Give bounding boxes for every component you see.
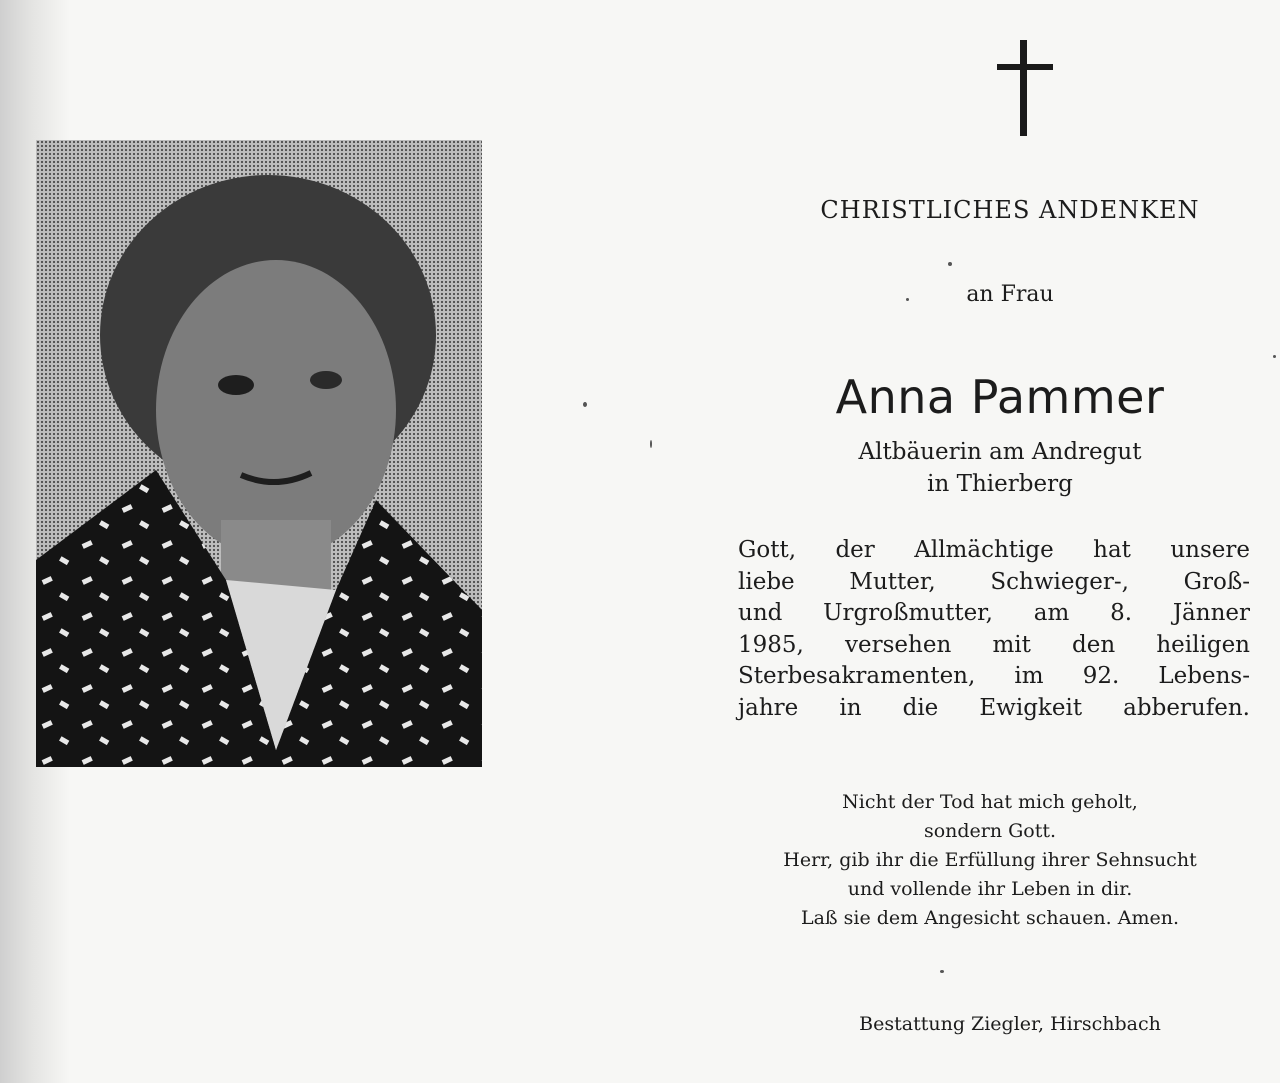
card-heading: CHRISTLICHES ANDENKEN <box>820 196 1200 224</box>
salutation: an Frau <box>966 282 1054 307</box>
announcement-line: Gott, der Allmächtige hat unsere <box>738 537 1250 563</box>
prayer-line: und vollende ihr Leben in dir. <box>847 878 1133 900</box>
funeral-home-footer: Bestattung Ziegler, Hirschbach <box>859 1013 1161 1035</box>
announcement-line: Sterbesakramenten, im 92. Lebens- <box>738 663 1250 689</box>
scan-speck <box>583 402 587 407</box>
announcement-line: und Urgroßmutter, am 8. Jänner <box>738 600 1250 626</box>
prayer-line: Laß sie dem Angesicht schauen. Amen. <box>800 907 1179 929</box>
subtitle-line: Altbäuerin am Andregut <box>858 439 1142 465</box>
scan-speck <box>948 262 952 266</box>
scan-speck <box>940 970 944 973</box>
announcement-line: liebe Mutter, Schwieger-, Groß- <box>738 568 1250 595</box>
cross-icon <box>995 40 1055 136</box>
announcement-line: jahre in die Ewigkeit abberufen. <box>738 694 1250 721</box>
subtitle <box>780 436 1220 500</box>
portrait-photo <box>36 140 482 767</box>
announcement-line: 1985, versehen mit den heiligen <box>738 631 1250 658</box>
prayer-line: sondern Gott. <box>923 820 1057 842</box>
scan-speck <box>1273 355 1276 358</box>
prayer-verse <box>720 788 1260 933</box>
scan-speck <box>650 440 652 448</box>
scan-speck <box>906 298 909 301</box>
prayer-line: Nicht der Tod hat mich geholt, <box>842 791 1138 813</box>
announcement-text <box>738 535 1250 724</box>
deceased-name: Anna Pammer <box>835 370 1165 424</box>
subtitle-line: in Thierberg <box>927 471 1073 497</box>
prayer-line: Herr, gib ihr die Erfüllung ihrer Sehnsucht <box>783 849 1197 871</box>
